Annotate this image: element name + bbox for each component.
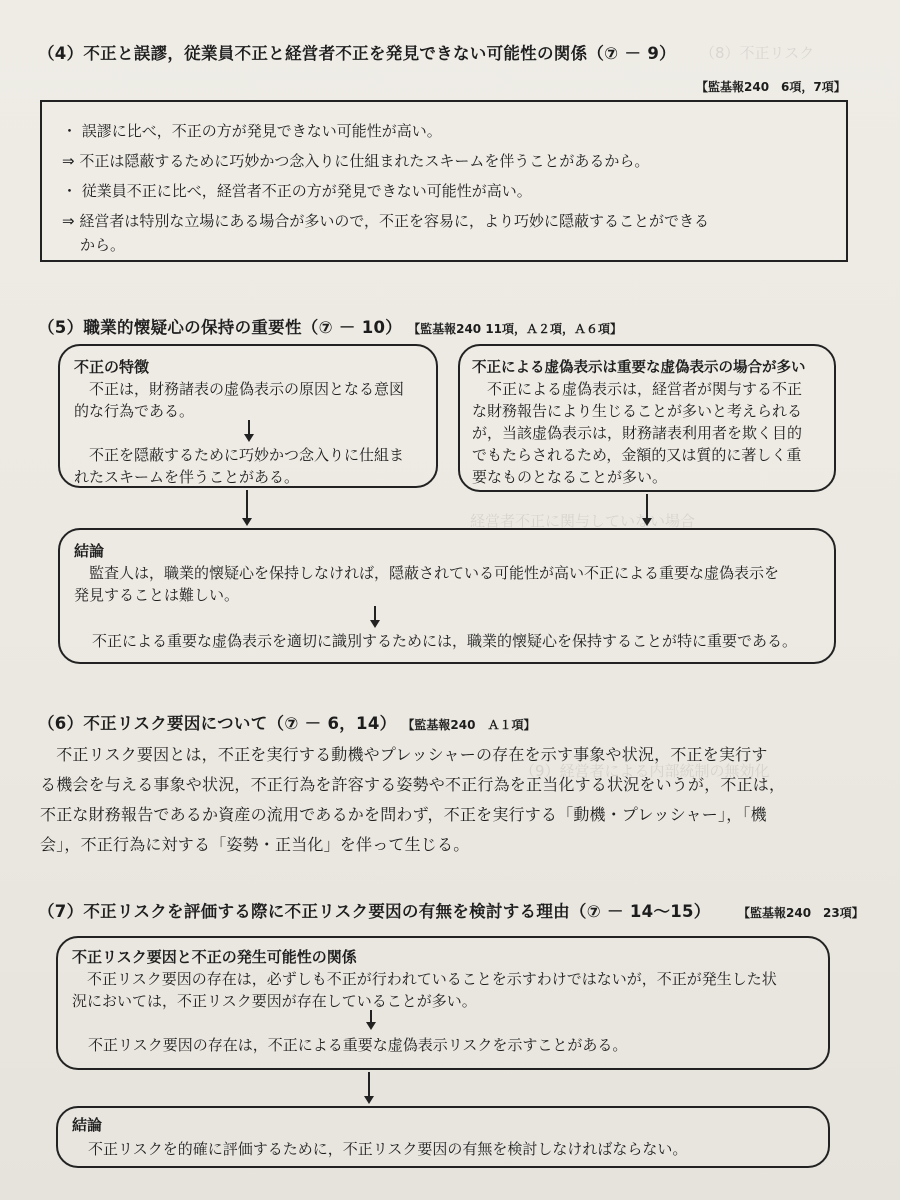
paragraph-line: 不正な財務報告であるか資産の流用であるかを問わず，不正を実行する「動機・プレッシャー」，「機: [40, 805, 767, 824]
section-6-title: （6）不正リスク要因について（⑦ － 6，14）: [38, 714, 397, 733]
section-6-heading: [38, 710, 535, 734]
bleed-through: 経営者不正に関与していない場合: [470, 512, 696, 530]
paragraph-line: 不正リスク要因とは，不正を実行する動機やプレッシャーの存在を示す事象や状況，不正を実行す: [40, 745, 768, 764]
material-misstatement-box: [458, 344, 836, 492]
section-4-box: [40, 100, 848, 262]
box-line: れたスキームを伴うことがある。: [74, 468, 300, 486]
down-arrow-icon: [646, 494, 648, 524]
box-line: 況においては，不正リスク要因が存在していることが多い。: [72, 992, 477, 1010]
box-line: ・ 従業員不正に比べ，経営者不正の方が発見できない可能性が高い。: [62, 182, 532, 200]
box-line: でもたらされるため，金額的又は質的に著しく重: [472, 446, 802, 464]
box-line: 不正リスクを的確に評価するために，不正リスク要因の有無を検討しなければならない。: [88, 1140, 688, 1158]
paragraph-line: る機会を与える事象や状況，不正行為を許容する姿勢や不正行為を正当化する状況をいうが，不正は，: [40, 775, 786, 794]
box-line: 不正を隠蔽するために巧妙かつ念入りに仕組ま: [74, 446, 405, 464]
down-arrow-icon: [374, 606, 376, 626]
box-title: 結論: [74, 542, 105, 560]
down-arrow-icon: [368, 1072, 370, 1102]
section-5-heading: [38, 314, 622, 338]
fraud-characteristics-box: [58, 344, 438, 488]
box-title: 結論: [72, 1116, 103, 1134]
down-arrow-icon: [246, 490, 248, 524]
section-5-reference: 【監基報240 11項，Ａ２項，Ａ６項】: [414, 322, 623, 336]
bleed-through: （9）経営者による内部統制の無効化: [520, 762, 770, 780]
section-5-title: （5）職業的懐疑心の保持の重要性（⑦ － 10）: [38, 318, 403, 337]
section-7-heading: （7）不正リスクを評価する際に不正リスク要因の有無を検討する理由（⑦ － 14～15）: [38, 902, 711, 921]
box-line: 発見することは難しい。: [74, 586, 240, 604]
box-line: 不正による重要な虚偽表示を適切に識別するためには，職業的懐疑心を保持することが特に重要である。: [92, 632, 798, 650]
box-title: 不正リスク要因と不正の発生可能性の関係: [72, 948, 357, 966]
box-line: 的な行為である。: [74, 402, 195, 420]
box-line: ⇒ 経営者は特別な立場にある場合が多いので，不正を容易に，より巧妙に隠蔽することができる: [62, 212, 710, 230]
section-4-heading: （4）不正と誤謬，従業員不正と経営者不正を発見できない可能性の関係（⑦ － 9）: [38, 44, 676, 63]
box-title: 不正の特徴: [74, 358, 150, 376]
section-7-conclusion-box: [56, 1106, 830, 1168]
paragraph-line: 会」，不正行為に対する「姿勢・正当化」を伴って生じる。: [40, 835, 470, 854]
box-line: 不正は，財務諸表の虚偽表示の原因となる意図: [74, 380, 405, 398]
box-line: 不正リスク要因の存在は，不正による重要な虚偽表示リスクを示すことがある。: [88, 1036, 628, 1054]
section-5-conclusion-box: [58, 528, 836, 664]
down-arrow-icon: [370, 1010, 372, 1028]
box-line: が，当該虚偽表示は，財務諸表利用者を欺く目的: [472, 424, 803, 442]
box-line: な財務報告により生じることが多いと考えられる: [472, 402, 803, 420]
box-line: ・ 誤謬に比べ，不正の方が発見できない可能性が高い。: [62, 122, 442, 140]
box-line: 不正による虚偽表示は，経営者が関与する不正: [472, 380, 803, 398]
section-6-reference: 【監基報240 Ａ１項】: [408, 718, 536, 732]
box-line: ⇒ 不正は隠蔽するために巧妙かつ念入りに仕組まれたスキームを伴うことがあるから。: [62, 152, 650, 170]
section-7-reference: 【監基報240 23項】: [738, 906, 864, 920]
box-line: から。: [80, 236, 126, 254]
box-title: 不正による虚偽表示は重要な虚偽表示の場合が多い: [472, 360, 806, 376]
section-4-reference: 【監基報240 6項，7項】: [696, 80, 846, 94]
box-line: 不正リスク要因の存在は，必ずしも不正が行われていることを示すわけではないが，不正が発生した状: [72, 970, 777, 988]
box-line: 要なものとなることが多い。: [472, 468, 668, 486]
down-arrow-icon: [248, 420, 250, 440]
fraud-risk-factor-relation-box: [56, 936, 830, 1070]
box-line: 監査人は，職業的懐疑心を保持しなければ，隠蔽されている可能性が高い不正による重要な虚偽表示を: [74, 564, 780, 582]
bleed-through: （8）不正リスク: [700, 44, 815, 62]
